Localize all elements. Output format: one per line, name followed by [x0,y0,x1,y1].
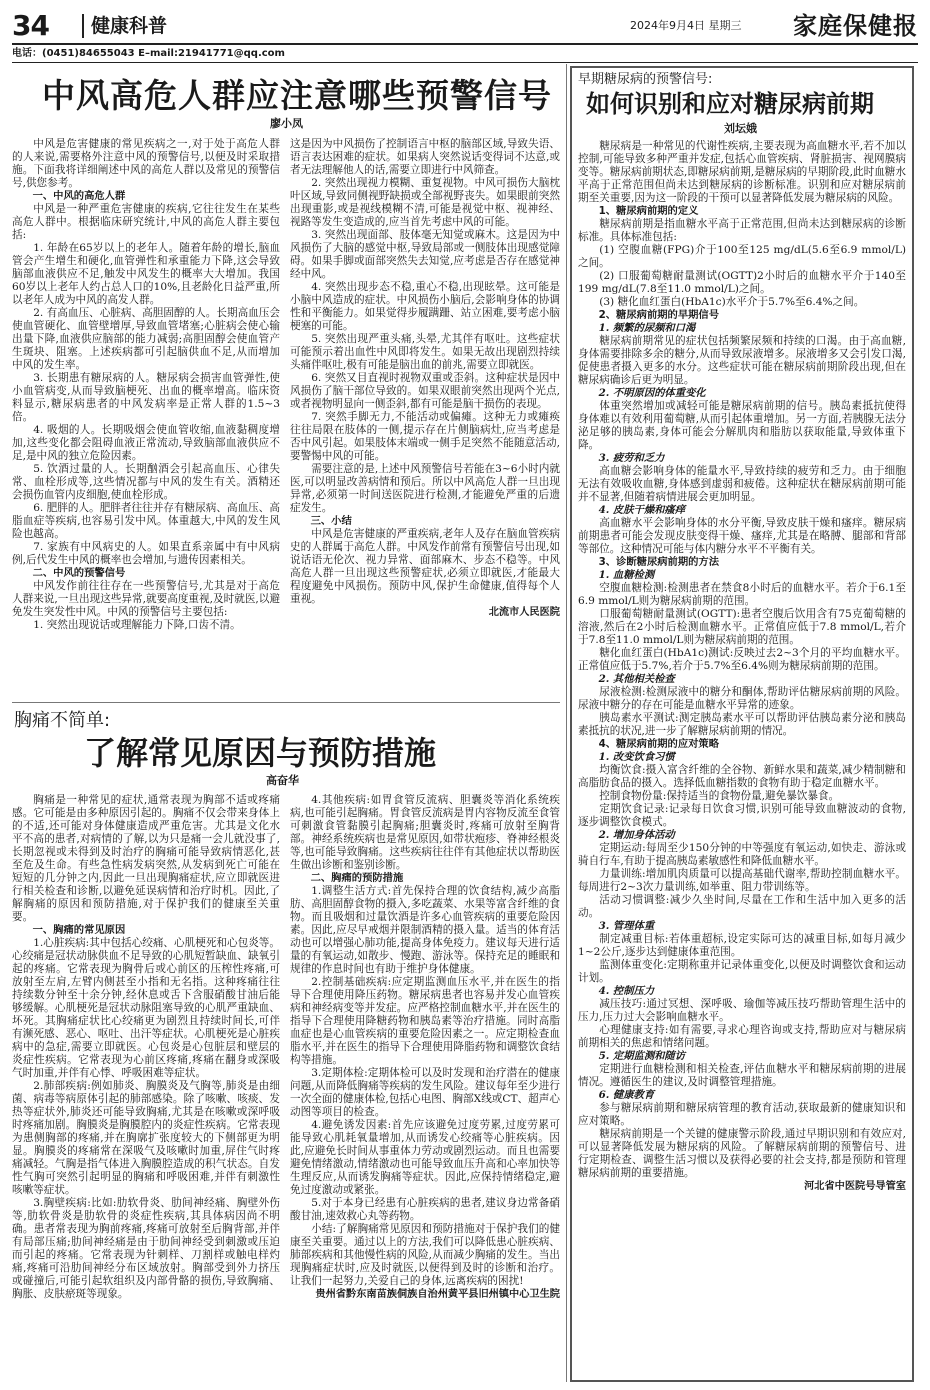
article-prediabetes [574,70,910,1378]
contact-line: 电话：(0451)84655043 E–mail:21941771@qq.com [12,48,285,59]
sub-heading: 2. 不明原因的体重变化 [598,387,706,399]
source-byline: 贵州省黔东南苗族侗族自治州黄平县旧州镇中心卫生院 [315,1289,560,1300]
paragraph: 糖尿病前期是指血糖水平高于正常范围,但尚未达到糖尿病的诊断标准。具体标准包括: [578,218,906,243]
paragraph: 3. 长期患有糖尿病的人。糖尿病会损害血管弹性,使小血管病变,从而导致脑梗死、出血的概率增高。临床资料显示,糖尿病患者的中风发病率是正常人群的1.5~3倍。 [12,372,280,423]
paragraph: 4. 突然出现步态不稳,重心不稳,出现眩晕。这可能是小脑中风造成的症状。中风损伤小脑后,会影响身体的协调性和平衡能力。如果觉得步履蹒跚、站立困难,要考虑小脑梗塞的可能。 [290,281,560,332]
article-author: 高奋华 [266,774,299,787]
sub-heading: 2. 增加身体活动 [598,829,675,841]
paragraph: 定期饮食记录:记录每日饮食习惯,识别可能导致血糖波动的食物,逐步调整饮食模式。 [578,803,906,828]
paragraph: 6. 突然又目直视时视物双重或歪斜。这种症状是因中风损伤了脑干部位导致的。如果双眼前突然出现两个光点,或者视物明显向一侧歪斜,都有可能是脑干损伤的表现。 [290,372,560,410]
section-heading: 3、诊断糖尿病前期的方法 [598,556,720,568]
paragraph: 4.其他疾病:如胃食管反流病、胆囊炎等消化系统疾病,也可能引起胸痛。胃食管反流病是胃内容物反流至食管可刺激食管黏膜引起胸痛;胆囊炎时,疼痛可放射至胸背部。神经系统疾病也是常见原因,如带状疱疹、脊神经根炎等,也可能导致胸痛。这些疾病往往伴有其他症状以帮助医生做出诊断和鉴别诊断。 [290,794,560,871]
article-author: 廖小凤 [270,117,303,130]
sub-heading: 1. 频繁的尿频和口渴 [598,322,696,334]
article-kicker: 胸痛不简单: [14,710,111,731]
article-body [578,140,906,1378]
paper-name: 家庭保健报 [793,12,918,40]
paragraph: 5. 突然出现严重头痛,头晕,尤其伴有呕吐。这些症状可能预示着出血性中风即将发生。如果无故出现剧烈持续头痛伴呕吐,极有可能是脑出血的前兆,需要立即就医。 [290,333,560,371]
section-heading: 1、糖尿病前期的定义 [598,205,699,217]
paragraph: 活动习惯调整:减少久坐时间,尽量在工作和生活中加入更多的活动。 [578,894,906,919]
paragraph: 定期进行血糖检测和相关检查,评估血糖水平和糖尿病前期的进展情况。遵循医生的建议,及时调整管理措施。 [578,1063,906,1088]
masthead-rule [12,43,918,45]
sub-heading: 1. 血糖检测 [598,569,655,581]
paragraph: 定期运动:每周至少150分钟的中等强度有氧运动,如快走、游泳或骑自行车,有助于提高胰岛素敏感性和降低血糖水平。 [578,842,906,867]
article-title: 了解常见原因与预防措施 [84,734,437,772]
section-heading: 二、胸痛的预防措施 [310,872,404,884]
paragraph: 6. 肥胖的人。肥胖者往往并存有糖尿病、高血压、高脂血症等疾病,也容易引发中风。体重越大,中风的发生风险也越高。 [12,502,280,540]
paragraph: (1) 空腹血糖(FPG)介于100至125 mg/dL(5.6至6.9 mmol/L)之间。 [578,244,906,269]
paragraph: 力量训练:增加肌肉质量可以提高基础代谢率,帮助控制血糖水平。每周进行2~3次力量训练,如举重、阻力带训练等。 [578,868,906,893]
sub-heading: 1. 改变饮食习惯 [598,751,675,763]
paragraph: 体重突然增加或减轻可能是糖尿病前期的信号。胰岛素抵抗使得身体难以有效利用葡萄糖,从而引起体重增加。另一方面,若胰腺无法分泌足够的胰岛素,身体可能会分解肌肉和脂肪以获取能量,导致体重下降。 [578,400,906,451]
paragraph: 减压技巧:通过冥想、深呼吸、瑜伽等减压技巧帮助管理生活中的压力,压力过大会影响血糖水平。 [578,998,906,1023]
paragraph: 需要注意的是,上述中风预警信号若能在3~6小时内就医,可以明显改善病情和预后。所以中风高危人群一旦出现异常,必须第一时间送医院进行检测,才能避免严重的后遗症发生。 [290,463,560,514]
paragraph: 1. 年龄在65岁以上的老年人。随着年龄的增长,脑血管会产生增生和硬化,血管弹性和承重能力下降,这会导致脑部血液供应不足,触发中风发生的概率大大增加。我国60岁以上老年人约占总人口的10%,且老龄化日益严重,所以老年人成为中风的高发人群。 [12,242,280,306]
paragraph: 糖尿病前期是一个关键的健康警示阶段,通过早期识别和有效应对,可以显著降低发展为糖尿病的风险。了解糖尿病前期的预警信号、进行定期检查、调整生活习惯以及获得必要的社会支持,都是预防和管理糖尿病前期的重要措施。 [578,1128,906,1179]
paragraph: 心理健康支持:如有需要,寻求心理咨询或支持,帮助应对与糖尿病前期相关的焦虑和情绪问题。 [578,1024,906,1049]
section-heading: 三、小结 [310,515,352,527]
paragraph: 2. 突然出现视力模糊、重复视物。中风可损伤大脑枕叶区域,导致同侧视野缺损或全部视野丧失。如果眼前突然出现重影,或是视线模糊不清,可能是视觉中枢、视神经、视路等发生变造成的,应当首先考虑中风的可能。 [290,177,560,228]
section-heading: 一、中风的高危人群 [32,190,126,202]
section-heading: 2、糖尿病前期的早期信号 [598,309,720,321]
paragraph: (2) 口服葡萄糖耐量测试(OGTT)2小时后的血糖水平介于140至199 mg/dL(7.8至11.0 mmol/L)之间。 [578,270,906,295]
paragraph: 7. 突然手脚无力,不能活动或偏瘫。这种无力或瘫痪往往局限在肢体的一侧,提示存在片侧脑病灶,应当考虑是否中风引起。如果肢体末端或一侧手足突然不能随意活动,要警惕中风的可能。 [290,411,560,462]
paragraph: 参与糖尿病前期和糖尿病管理的教育活动,获取最新的健康知识和应对策略。 [578,1102,906,1127]
article-stroke [12,64,562,700]
paragraph: 2.控制基础疾病:应定期监测血压水平,并在医生的指导下合理使用降压药物。糖尿病患者也容易并发心血管疾病和神经病变等并发症。应严格控制血糖水平,并在医生的指导下合理使用降糖药物和胰岛素等治疗措施。同时高脂血症也是心血管疾病的重要危险因素之一。应定期检查血脂水平,并在医生的指导下合理使用降脂药物和调整饮食结构等措施。 [290,976,560,1066]
paragraph: 中风是一种严重危害健康的疾病,它往往发生在某些高危人群中。根据临床研究统计,中风的高危人群主要包括: [12,203,280,241]
paragraph: 3.定期体检:定期体检可以及时发现和治疗潜在的健康问题,从而降低胸痛等疾病的发生风险。建议每年至少进行一次全面的健康体检,包括心电图、胸部X线或CT、超声心动图等项目的检查。 [290,1067,560,1118]
paragraph: 胰岛素水平测试:测定胰岛素水平可以帮助评估胰岛素分泌和胰岛素抵抗的状况,进一步了解糖尿病前期的情况。 [578,712,906,737]
source-byline: 河北省中医院号导管室 [804,1181,906,1192]
paragraph: 2. 有高血压、心脏病、高胆固醇的人。长期高血压会使血管硬化、血管壁增厚,导致血管堵塞;心脏病会使心输出量下降,血液供应脑部的能力减弱;高胆固醇会使血管产生斑块、阻塞。上述疾病都可引起脑供血不足,从而增加中风的发生率。 [12,307,280,371]
paragraph: 制定减重目标:若体重超标,设定实际可达的减重目标,如每月减少1~2公斤,逐步达到健康体重范围。 [578,933,906,958]
paragraph: 中风是危害健康的严重疾病,老年人及存在脑血管疾病史的人群属于高危人群。中风发作前常有预警信号出现,如说话语无伦次、视力异常、面部麻木、步态不稳等。中风高危人群一旦出现这些预警症状,必须立即就医,才能最大程度避免中风损伤。预防中风,保护生命健康,值得每个人重视。 [290,528,560,605]
section-name: 健康科普 [82,14,167,38]
paragraph: 胸痛是一种常见的症状,通常表现为胸部不适或疼痛感。它可能是由多种原因引起的。胸痛不仅会带来身体上的不适,还可能对身体健康造成严重危害。尤其是文化水平不高的患者,对病情的了解,以为只是痛一会儿就没事了,长期忽视或未得到及时治疗的胸痛可能导致病情恶化,甚至危及生命。有些急性病发病突然,从发病到死亡可能在短短的几分钟之内,因此一旦出现胸痛症状,应立即就医进行相关检查和诊断,以避免延误病情和治疗时机。因此,了解胸痛的原因和预防措施,对于保护我们的健康至关重要。 [12,794,280,923]
paragraph: (3) 糖化血红蛋白(HbA1c)水平介于5.7%至6.4%之间。 [599,296,865,308]
article-author: 刘坛娥 [724,122,757,135]
paragraph: 小结:了解胸痛常见原因和预防措施对于保护我们的健康至关重要。通过以上的方法,我们可以降低患心脏疾病、肺部疾病和其他慢性病的风险,从而减少胸痛的发生。当出现胸痛症状时,应及时就医,以便得到及时的诊断和治疗。让我们一起努力,关爱自己的身体,远离疾病的困扰! [290,1223,560,1287]
source-byline: 北流市人民医院 [488,607,560,618]
paragraph: 1. 突然出现说话或理解能力下降,口齿不清。 [33,619,241,631]
article-chest-pain [12,706,562,1382]
sub-heading: 4. 皮肤干燥和瘙痒 [598,504,686,516]
paragraph: 7. 家族有中风病史的人。如果直系亲属中有中风病例,后代发生中风的概率也会增加,与遗传因素相关。 [12,541,280,566]
paragraph: 糖尿病前期常见的症状包括频繁尿频和持续的口渴。由于高血糖,身体需要排除多余的糖分,从而导致尿液增多。尿液增多又会引发口渴,促使患者摄入更多的水分。这些症状可能在糖尿病前期阶段出现,但在糖尿病确诊后更为明显。 [578,335,906,386]
paragraph: 均衡饮食:摄入富含纤维的全谷物、新鲜水果和蔬菜,减少精制糖和高脂肪食品的摄入。选择低血糖指数的食物有助于稳定血糖水平。 [578,764,906,789]
sub-heading: 2. 其他相关检查 [598,673,675,685]
paragraph: 1.调整生活方式:首先保持合理的饮食结构,减少高脂肪、高胆固醇食物的摄入,多吃蔬菜、水果等富含纤维的食物。而且吸烟和过量饮酒是许多心血管疾病的重要危险因素。因此,应尽早戒烟并限制酒精的摄入量。适当的体育活动也可以增强心肺功能,提高身体免疫力。建议每天进行适量的有氧运动,如散步、慢跑、游泳等。保持充足的睡眠和规律的作息时间也有助于维护身体健康。 [290,885,560,975]
sub-heading: 6. 健康教育 [598,1089,655,1101]
sub-heading: 4. 控制压力 [598,985,655,997]
article-title: 如何识别和应对糖尿病前期 [586,90,874,118]
paragraph: 控制食物份量:保持适当的食物份量,避免暴饮暴食。 [599,790,840,802]
paragraph: 糖尿病是一种常见的代谢性疾病,主要表现为高血糖水平,若不加以控制,可能导致多种严重并发症,包括心血管疾病、肾脏损害、视网膜病变等。糖尿病前期状态,即糖尿病前期,是糖尿病的早期阶段,此时血糖水平高于正常范围但尚未达到糖尿病的诊断标准。识别和应对糖尿病前期至关重要,因为这一阶段的干预可以显著降低发展为糖尿病的风险。 [578,140,906,204]
paragraph: 这是因为中风损伤了控制语言中枢的脑部区域,导致失语、语言表达困难的症状。如果病人突然说话变得词不达意,或者无法理解他人的话,需要立即进行中风筛查。 [290,138,560,176]
paragraph: 3.胸壁疾病:比如:肋软骨炎、肋间神经痛、胸壁外伤等,肋软骨炎是肋软骨的炎症性疾病,其具体病因尚不明确。患者常表现为胸前疼痛,疼痛可放射至后胸背部,并伴有局部压痛;肋间神经痛是由于肋间神经受到刺激或压迫而引起的疼痛。它常表现为针刺样、刀割样或触电样灼痛,疼痛可沿肋间神经分布区域放射。胸部受到外力挤压或碰撞后,可能引起软组织及内部骨骼的损伤,导致胸痛、胸胀、皮肤瘀斑等现象。 [12,1197,280,1300]
paragraph: 2.肺部疾病:例如肺炎、胸膜炎及气胸等,肺炎是由细菌、病毒等病原体引起的肺部感染。除了咳嗽、咳痰、发热等症状外,肺炎还可能导致胸痛,尤其是在咳嗽或深呼吸时疼痛加剧。胸膜炎是胸膜腔内的炎症性疾病。它常表现为患侧胸部的疼痛,并在胸廓扩张度较大的下侧部更为明显。胸膜炎的疼痛常在深吸气及咳嗽时加重,屏住气时疼痛减轻。气胸是指气体进入胸膜腔造成的积气状态。自发性气胸可突然引起明显的胸痛和呼吸困难,并伴有刺激性咳嗽等症状。 [12,1080,280,1196]
article-col-right [290,138,560,700]
paragraph: 口服葡萄糖耐量测试(OGTT):患者空腹后饮用含有75克葡萄糖的溶液,然后在2小时后检测血糖水平。正常值应低于7.8 mmol/L,若介于7.8至11.0 mmol/L则为糖尿病前期的范围。 [578,608,906,646]
paragraph: 中风发作前往往存在一些预警信号,尤其是对于高危人群来说,一旦出现这些异常,就要高度重视,及时就医,以避免发生突发性中风。中风的预警信号主要包括: [12,580,280,618]
article-title: 中风高危人群应注意哪些预警信号 [42,76,552,115]
paragraph: 尿液检测:检测尿液中的糖分和酮体,帮助评估糖尿病前期的风险。尿液中糖分的存在可能是血糖水平异常的迹象。 [578,686,906,711]
article-kicker: 早期糖尿病的预警信号: [578,72,713,87]
paragraph: 中风是危害健康的常见疾病之一,对于处于高危人群的人来说,需要格外注意中风的预警信号,以便及时采取措施。下面我将详细阐述中风的高危人群以及常见的预警信号,供您参考。 [12,138,280,189]
article-divider [12,702,560,703]
article-col-left [12,138,280,700]
sub-heading: 3. 疲劳和乏力 [598,452,665,464]
paragraph: 5.对于本身已经患有心脏疾病的患者,建议身边常备硝酸甘油,速效救心丸等药物。 [290,1197,560,1222]
section-heading: 一、胸痛的常见原因 [32,924,126,936]
issue-date: 2024年9月4日 星期三 [630,19,742,32]
paragraph: 监测体重变化:定期称重并记录体重变化,以便及时调整饮食和运动计划。 [578,959,906,984]
column-divider [566,64,567,1382]
paragraph: 高血糖会影响身体的能量水平,导致持续的疲劳和乏力。由于细胞无法有效吸收血糖,身体感到虚弱和疲倦。这种症状在糖尿病前期可能并不显著,但随着病情进展会更加明显。 [578,465,906,503]
masthead [12,10,918,42]
sub-heading: 5. 定期监测和随访 [598,1050,686,1062]
paragraph: 4.避免诱发因素:首先应该避免过度劳累,过度劳累可能导致心肌耗氧量增加,从而诱发心绞痛等心脏疾病。因此,应避免长时间从事重体力劳动或剧烈运动。而且也需要避免情绪激动,情绪激动也可能导致血压升高和心率加快等生理反应,从而诱发胸痛等症状。因此,应保持情绪稳定,避免过度激动或紧张。 [290,1119,560,1196]
page-number: 34 [12,9,49,42]
paragraph: 高血糖水平会影响身体的水分平衡,导致皮肤干燥和瘙痒。糖尿病前期患者可能会发现皮肤变得干燥、瘙痒,尤其是在略膊、腿部和背部等部位。这种情况可能与体内糖分水平不平衡有关。 [578,517,906,555]
contact-rule [12,62,918,63]
paragraph: 3. 突然出现面部、肢体毫无知觉或麻木。这是因为中风损伤了大脑的感觉中枢,导致局部或一侧肢体出现感觉障碍。如果手脚或面部突然失去知觉,应考虑是否存在感觉神经中风。 [290,229,560,280]
section-heading: 二、中风的预警信号 [32,567,126,579]
sub-heading: 3. 管理体重 [598,920,655,932]
paragraph: 5. 饮酒过量的人。长期酗酒会引起高血压、心律失常、血栓形成等,这些情况都与中风的发生有关。酒精还会损伤血管内皮细胞,使血栓形成。 [12,463,280,501]
section-heading: 4、糖尿病前期的应对策略 [598,738,720,750]
paragraph: 1.心脏疾病:其中包括心绞痛、心肌梗死和心包炎等。心绞痛是冠状动脉供血不足导致的心肌短暂缺血、缺氧引起的疼痛。它常表现为胸骨后或心前区的压榨性疼痛,可放射至左肩,左臂内侧甚至小指和无名指。这种疼痛往往持续数分钟至十余分钟,经休息或舌下含服硝酸甘油后能够缓解。心肌梗死是冠状动脉阻塞导致的心肌严重缺血、坏死。其胸痛症状比心绞痛更为剧烈且持续时间长,可伴有濒死感、恶心、呕吐、出汗等症状。心肌梗死是心脏疾病中的急症,需要立即就医。心包炎是心包脏层和壁层的炎症性疾病。它常表现为心前区疼痛,疼痛在翻身或深吸气时加重,并伴有心悸、呼吸困难等症状。 [12,937,280,1079]
paragraph: 空腹血糖检测:检测患者在禁食8小时后的血糖水平。若介于6.1至6.9 mmol/L则为糖尿病前期的范围。 [578,582,906,607]
paragraph: 4. 吸烟的人。长期吸烟会使血管收缩,血液黏稠度增加,这些变化都会阻碍血液正常流动,导致脑部血液供应不足,是中风的独立危险因素。 [12,424,280,462]
article-col-left [12,794,280,1382]
article-col-right [290,794,560,1382]
paragraph: 糖化血红蛋白(HbA1c)测试:反映过去2~3个月的平均血糖水平。正常值应低于5.7%,若介于5.7%至6.4%则为糖尿病前期的范围。 [578,647,906,672]
